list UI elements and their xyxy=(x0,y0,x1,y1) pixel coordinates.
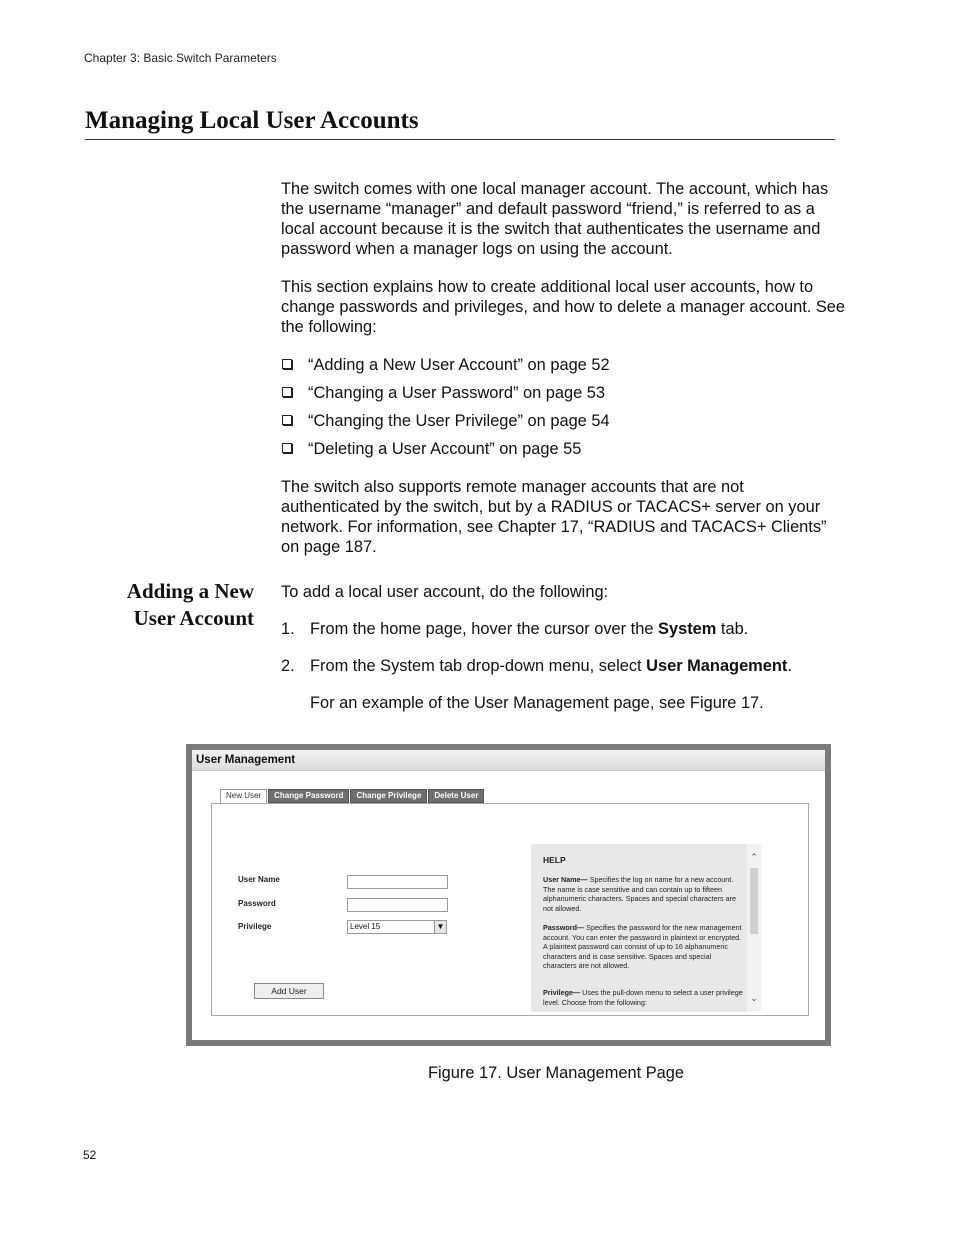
username-label: User Name xyxy=(238,875,280,884)
tab-delete-user[interactable]: Delete User xyxy=(428,789,484,803)
window-title: User Management xyxy=(192,750,825,771)
help-panel xyxy=(531,844,761,1012)
subsection-heading-line-2: User Account xyxy=(133,606,254,630)
help-item xyxy=(543,875,743,913)
user-management-window xyxy=(192,750,825,1040)
help-description: Specifies the password for the new management account. You can enter the password in plaintext or encrypted. A plaintext password can consist of up to 16 alphanumeric characters and is case sensitive. Spaces and special characters are not allowed. xyxy=(543,923,742,971)
list-item[interactable] xyxy=(281,383,605,403)
list-item-label: “Deleting a User Account” on page 55 xyxy=(308,440,582,458)
subsection-heading-line-1: Adding a New xyxy=(126,579,254,603)
checkbox-bullet-icon xyxy=(282,359,292,369)
figure-caption: Figure 17. User Management Page xyxy=(428,1064,685,1082)
step-text-pre: From the home page, hover the cursor over the xyxy=(310,620,659,638)
list-item[interactable] xyxy=(281,355,610,375)
help-scrollbar[interactable] xyxy=(747,844,761,1012)
intro-paragraph-2: This section explains how to create additional local user accounts, how to change passwords and privileges, and how to delete a manager account. See the following: xyxy=(281,278,846,336)
checkbox-bullet-icon xyxy=(282,387,292,397)
step-text-post: tab. xyxy=(716,620,749,638)
step-text xyxy=(310,620,748,639)
scroll-up-icon[interactable]: ⌃ xyxy=(750,852,758,862)
checkbox-bullet-icon xyxy=(282,443,292,453)
step-text-bold: User Management xyxy=(646,657,788,675)
privilege-label: Privilege xyxy=(238,922,272,931)
scroll-down-icon[interactable]: ⌄ xyxy=(750,993,758,1003)
list-item[interactable] xyxy=(281,411,610,431)
username-input[interactable] xyxy=(347,875,448,889)
intro-paragraph-1: The switch comes with one local manager account. The account, which has the username “manager” and default password “friend,” is referred to as a local account because it is the switch that authenticates the username and password when a manager logs on using the account. xyxy=(281,180,829,258)
list-item-label: “Changing the User Privilege” on page 54 xyxy=(308,412,610,430)
chapter-header: Chapter 3: Basic Switch Parameters xyxy=(84,51,277,65)
page-number: 52 xyxy=(83,1148,97,1162)
help-item xyxy=(543,988,743,1007)
help-description: Uses the pull-down menu to select a user privilege level. Choose from the following: xyxy=(543,988,743,1007)
chevron-down-icon[interactable]: ▼ xyxy=(434,921,446,933)
help-item xyxy=(543,923,743,971)
subsection-lead: To add a local user account, do the following: xyxy=(281,583,609,601)
help-term: Privilege— xyxy=(543,988,581,997)
user-management-screenshot xyxy=(186,744,831,1046)
password-input[interactable] xyxy=(347,898,448,912)
help-description: Specifies the log on name for a new account. The name is case sensitive and can contain up to fifteen alphanumeric characters. Spaces and special characters are not allowed. xyxy=(543,875,736,913)
help-term: Password— xyxy=(543,923,585,932)
tab-change-password[interactable]: Change Password xyxy=(268,789,349,803)
list-item-label: “Adding a New User Account” on page 52 xyxy=(308,356,610,374)
privilege-select-value: Level 15 xyxy=(350,922,381,931)
step-note: For an example of the User Management page, see Figure 17. xyxy=(310,694,764,712)
add-user-button[interactable]: Add User xyxy=(254,983,324,999)
password-label: Password xyxy=(238,899,276,908)
list-item-label: “Changing a User Password” on page 53 xyxy=(308,384,606,402)
step-number: 2. xyxy=(281,657,295,675)
tab-bar xyxy=(220,789,485,803)
step-text-post: . xyxy=(787,657,792,675)
step-text-pre: From the System tab drop-down menu, select xyxy=(310,657,647,675)
tab-panel xyxy=(211,803,809,1016)
help-title: HELP xyxy=(543,855,566,865)
intro-paragraph-3: The switch also supports remote manager accounts that are not authenticated by the switch, but by a RADIUS or TACACS+ server on your network. For information, see Chapter 17, “RADIUS and TACACS+ Clients” on page 187. xyxy=(281,478,827,556)
subsection-heading xyxy=(110,578,254,632)
help-term: User Name— xyxy=(543,875,588,884)
section-title: Managing Local User Accounts xyxy=(85,107,835,140)
step-text-bold: System xyxy=(658,620,717,638)
list-item[interactable] xyxy=(281,439,581,459)
tab-change-privilege[interactable]: Change Privilege xyxy=(350,789,427,803)
step-text xyxy=(310,657,792,676)
scrollbar-thumb[interactable] xyxy=(750,868,758,934)
step-number: 1. xyxy=(281,620,295,638)
tab-new-user[interactable]: New User xyxy=(220,789,267,804)
privilege-select[interactable] xyxy=(347,920,447,934)
checkbox-bullet-icon xyxy=(282,415,292,425)
